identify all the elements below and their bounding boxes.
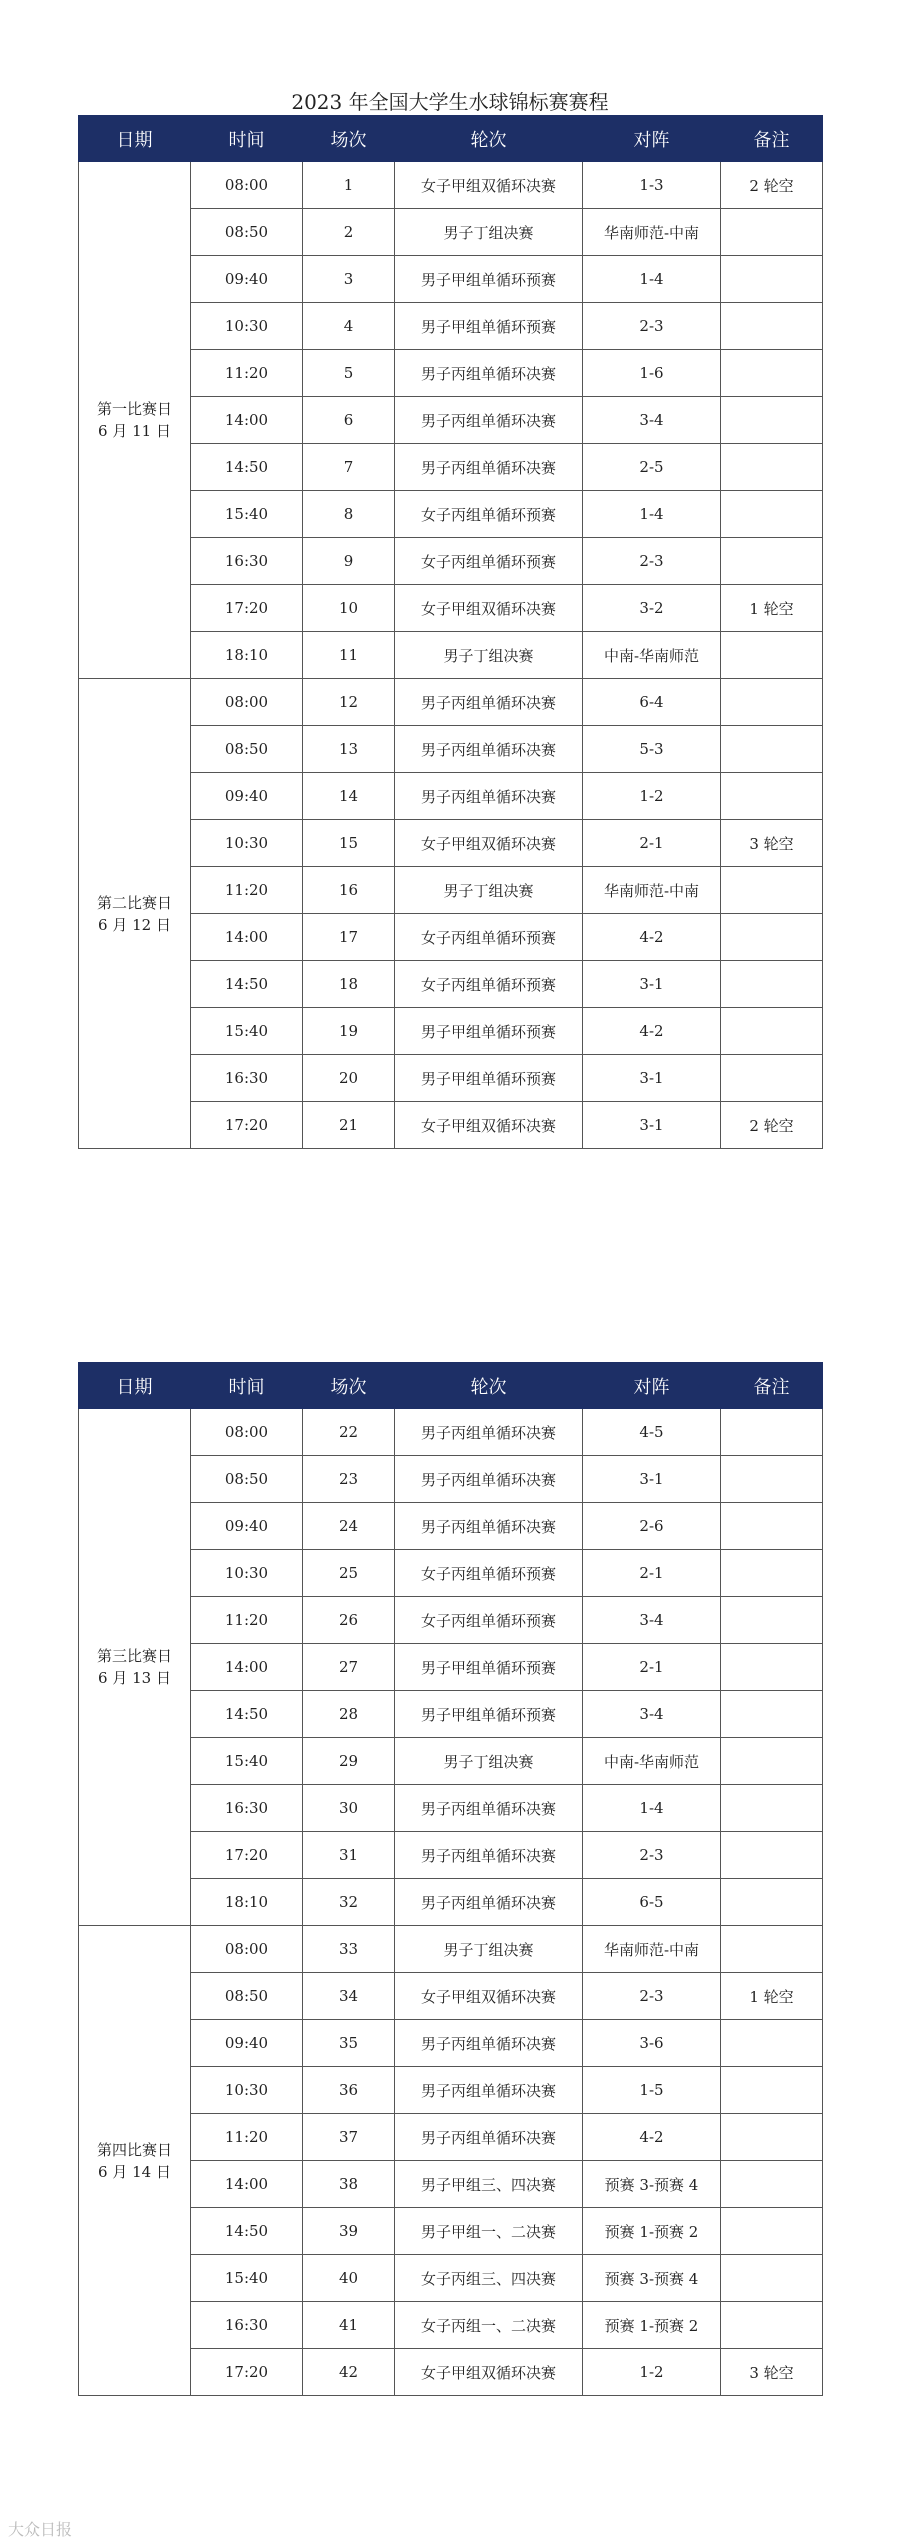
round-cell: 男子甲组单循环预赛 [395, 256, 583, 303]
matchup-cell: 2-3 [583, 1973, 721, 2020]
round-cell: 男子丙组单循环决赛 [395, 2067, 583, 2114]
round-cell: 女子甲组双循环决赛 [395, 1102, 583, 1149]
match-no-cell: 39 [303, 2208, 395, 2255]
time-cell: 15:40 [191, 491, 303, 538]
matchup-cell: 1-4 [583, 1785, 721, 1832]
schedule-row [79, 961, 823, 1008]
date-header: 日期 [79, 1363, 191, 1409]
round-header: 轮次 [395, 1363, 583, 1409]
round-cell: 男子丙组单循环决赛 [395, 1785, 583, 1832]
schedule-row [79, 350, 823, 397]
schedule-row [79, 2302, 823, 2349]
matchup-cell: 1-3 [583, 162, 721, 209]
time-cell: 09:40 [191, 2020, 303, 2067]
round-cell: 女子甲组双循环决赛 [395, 2349, 583, 2396]
schedule-row [79, 162, 823, 209]
match-no-cell: 25 [303, 1550, 395, 1597]
schedule-row [79, 1738, 823, 1785]
time-cell: 11:20 [191, 1597, 303, 1644]
round-cell: 男子丙组单循环决赛 [395, 1456, 583, 1503]
match-no-cell: 2 [303, 209, 395, 256]
match-no-cell: 19 [303, 1008, 395, 1055]
round-cell: 男子丁组决赛 [395, 1926, 583, 1973]
matchup-header: 对阵 [583, 116, 721, 162]
schedule-table-1 [78, 115, 823, 1149]
match-no-cell: 26 [303, 1597, 395, 1644]
note-cell: 3 轮空 [721, 2349, 823, 2396]
match-no-cell: 5 [303, 350, 395, 397]
note-cell [721, 961, 823, 1008]
match-no-cell: 40 [303, 2255, 395, 2302]
schedule-row [79, 491, 823, 538]
round-cell: 男子甲组单循环预赛 [395, 1008, 583, 1055]
round-cell: 女子丙组单循环预赛 [395, 1550, 583, 1597]
time-cell: 08:50 [191, 726, 303, 773]
match-no-cell: 29 [303, 1738, 395, 1785]
round-cell: 男子丙组单循环决赛 [395, 679, 583, 726]
note-cell [721, 632, 823, 679]
schedule-row [79, 397, 823, 444]
note-cell [721, 491, 823, 538]
time-cell: 16:30 [191, 538, 303, 585]
day-cell [79, 162, 191, 679]
time-cell: 16:30 [191, 1055, 303, 1102]
note-cell [721, 1738, 823, 1785]
day-date: 6 月 13 日 [98, 1669, 171, 1687]
match-no-header: 场次 [303, 116, 395, 162]
time-cell: 15:40 [191, 1008, 303, 1055]
matchup-cell: 2-3 [583, 303, 721, 350]
match-no-cell: 7 [303, 444, 395, 491]
time-cell: 17:20 [191, 2349, 303, 2396]
note-cell: 2 轮空 [721, 1102, 823, 1149]
note-cell [721, 1832, 823, 1879]
round-cell: 女子丙组单循环预赛 [395, 1597, 583, 1644]
note-cell: 3 轮空 [721, 820, 823, 867]
note-cell [721, 867, 823, 914]
matchup-cell: 预赛 3-预赛 4 [583, 2161, 721, 2208]
matchup-cell: 3-2 [583, 585, 721, 632]
note-header: 备注 [721, 1363, 823, 1409]
matchup-cell: 华南师范-中南 [583, 867, 721, 914]
time-cell: 14:50 [191, 444, 303, 491]
note-cell [721, 1879, 823, 1926]
day-label: 第一比赛日 [96, 400, 172, 418]
round-cell: 男子丙组单循环决赛 [395, 350, 583, 397]
matchup-cell: 3-4 [583, 1691, 721, 1738]
schedule-row [79, 1973, 823, 2020]
note-cell [721, 2020, 823, 2067]
round-cell: 女子丙组单循环预赛 [395, 914, 583, 961]
match-no-cell: 27 [303, 1644, 395, 1691]
match-no-cell: 15 [303, 820, 395, 867]
schedule-row [79, 1008, 823, 1055]
day-cell [79, 1409, 191, 1926]
time-cell: 17:20 [191, 1102, 303, 1149]
match-no-cell: 22 [303, 1409, 395, 1456]
round-cell: 男子甲组单循环预赛 [395, 1691, 583, 1738]
note-cell: 2 轮空 [721, 162, 823, 209]
matchup-cell: 2-1 [583, 1644, 721, 1691]
time-cell: 10:30 [191, 303, 303, 350]
schedule-row [79, 444, 823, 491]
match-no-header: 场次 [303, 1363, 395, 1409]
time-header: 时间 [191, 116, 303, 162]
matchup-cell: 3-1 [583, 961, 721, 1008]
matchup-cell: 预赛 3-预赛 4 [583, 2255, 721, 2302]
round-cell: 男子丁组决赛 [395, 632, 583, 679]
time-cell: 11:20 [191, 867, 303, 914]
note-cell [721, 2067, 823, 2114]
time-cell: 14:50 [191, 961, 303, 1008]
note-cell [721, 209, 823, 256]
note-cell [721, 538, 823, 585]
time-cell: 14:00 [191, 1644, 303, 1691]
time-cell: 11:20 [191, 350, 303, 397]
document-title: 2023 年全国大学生水球锦标赛赛程 [291, 90, 609, 114]
schedule-row [79, 1456, 823, 1503]
round-cell: 男子甲组一、二决赛 [395, 2208, 583, 2255]
round-cell: 女子丙组单循环预赛 [395, 961, 583, 1008]
schedule-row [79, 820, 823, 867]
schedule-row [79, 1055, 823, 1102]
note-cell [721, 2302, 823, 2349]
day-label: 第四比赛日 [96, 2140, 172, 2159]
note-cell [721, 1055, 823, 1102]
round-cell: 女子甲组双循环决赛 [395, 162, 583, 209]
round-cell: 男子丙组单循环决赛 [395, 726, 583, 773]
matchup-cell: 6-4 [583, 679, 721, 726]
schedule-row [79, 2255, 823, 2302]
watermark: 大众日报 [8, 2520, 73, 2539]
schedule-row [79, 679, 823, 726]
matchup-cell: 2-6 [583, 1503, 721, 1550]
matchup-cell: 华南师范-中南 [583, 209, 721, 256]
time-cell: 18:10 [191, 1879, 303, 1926]
time-cell: 08:00 [191, 1926, 303, 1973]
time-cell: 08:50 [191, 1973, 303, 2020]
schedule-row [79, 303, 823, 350]
note-cell [721, 914, 823, 961]
round-cell: 女子甲组双循环决赛 [395, 1973, 583, 2020]
matchup-cell: 3-1 [583, 1055, 721, 1102]
note-cell [721, 256, 823, 303]
time-cell: 08:50 [191, 209, 303, 256]
matchup-cell: 2-5 [583, 444, 721, 491]
match-no-cell: 21 [303, 1102, 395, 1149]
matchup-cell: 中南-华南师范 [583, 1738, 721, 1785]
round-cell: 男子丙组单循环决赛 [395, 1503, 583, 1550]
matchup-cell: 2-1 [583, 1550, 721, 1597]
match-no-cell: 18 [303, 961, 395, 1008]
schedule-row [79, 2020, 823, 2067]
note-cell [721, 1008, 823, 1055]
day-date: 6 月 11 日 [98, 422, 171, 440]
note-cell [721, 1409, 823, 1456]
schedule-row [79, 1926, 823, 1973]
time-cell: 08:00 [191, 1409, 303, 1456]
note-cell [721, 2255, 823, 2302]
note-cell [721, 2114, 823, 2161]
schedule-row [79, 867, 823, 914]
matchup-cell: 预赛 1-预赛 2 [583, 2208, 721, 2255]
schedule-row [79, 914, 823, 961]
note-cell [721, 303, 823, 350]
time-cell: 14:00 [191, 397, 303, 444]
matchup-cell: 4-2 [583, 914, 721, 961]
round-cell: 男子丁组决赛 [395, 1738, 583, 1785]
time-cell: 10:30 [191, 1550, 303, 1597]
time-cell: 16:30 [191, 2302, 303, 2349]
matchup-cell: 预赛 1-预赛 2 [583, 2302, 721, 2349]
note-cell [721, 726, 823, 773]
note-cell [721, 1456, 823, 1503]
matchup-cell: 华南师范-中南 [583, 1926, 721, 1973]
note-cell [721, 1644, 823, 1691]
schedule-row [79, 585, 823, 632]
time-cell: 18:10 [191, 632, 303, 679]
time-cell: 10:30 [191, 820, 303, 867]
match-no-cell: 10 [303, 585, 395, 632]
day-label: 第三比赛日 [96, 1647, 172, 1665]
schedule-row [79, 209, 823, 256]
schedule-row [79, 726, 823, 773]
time-cell: 14:00 [191, 2161, 303, 2208]
note-cell [721, 444, 823, 491]
matchup-cell: 4-2 [583, 1008, 721, 1055]
matchup-cell: 3-1 [583, 1102, 721, 1149]
match-no-cell: 1 [303, 162, 395, 209]
time-cell: 17:20 [191, 585, 303, 632]
round-cell: 男子甲组单循环预赛 [395, 1055, 583, 1102]
schedule-row [79, 1832, 823, 1879]
note-cell [721, 1785, 823, 1832]
match-no-cell: 13 [303, 726, 395, 773]
time-cell: 08:50 [191, 1456, 303, 1503]
schedule-row [79, 1597, 823, 1644]
match-no-cell: 3 [303, 256, 395, 303]
match-no-cell: 32 [303, 1879, 395, 1926]
note-cell [721, 679, 823, 726]
note-cell [721, 350, 823, 397]
match-no-cell: 12 [303, 679, 395, 726]
matchup-cell: 3-6 [583, 2020, 721, 2067]
matchup-cell: 4-2 [583, 2114, 721, 2161]
day-cell [79, 1926, 191, 2396]
round-cell: 男子丁组决赛 [395, 209, 583, 256]
schedule-row [79, 773, 823, 820]
time-header: 时间 [191, 1363, 303, 1409]
note-cell [721, 1550, 823, 1597]
match-no-cell: 20 [303, 1055, 395, 1102]
day-date: 6 月 14 日 [98, 2162, 171, 2181]
round-cell: 男子丙组单循环决赛 [395, 444, 583, 491]
note-cell [721, 1503, 823, 1550]
match-no-cell: 11 [303, 632, 395, 679]
matchup-cell: 5-3 [583, 726, 721, 773]
note-cell [721, 773, 823, 820]
round-header: 轮次 [395, 116, 583, 162]
time-cell: 08:00 [191, 162, 303, 209]
matchup-cell: 1-2 [583, 2349, 721, 2396]
match-no-cell: 35 [303, 2020, 395, 2067]
matchup-cell: 2-3 [583, 538, 721, 585]
schedule-row [79, 2208, 823, 2255]
time-cell: 09:40 [191, 1503, 303, 1550]
match-no-cell: 16 [303, 867, 395, 914]
schedule-row [79, 1879, 823, 1926]
time-cell: 10:30 [191, 2067, 303, 2114]
matchup-cell: 3-4 [583, 1597, 721, 1644]
note-cell: 1 轮空 [721, 585, 823, 632]
note-cell [721, 2208, 823, 2255]
round-cell: 女子丙组单循环预赛 [395, 538, 583, 585]
round-cell: 男子丙组单循环决赛 [395, 397, 583, 444]
round-cell: 男子甲组三、四决赛 [395, 2161, 583, 2208]
note-cell [721, 1597, 823, 1644]
round-cell: 女子丙组三、四决赛 [395, 2255, 583, 2302]
match-no-cell: 23 [303, 1456, 395, 1503]
round-cell: 女子甲组双循环决赛 [395, 820, 583, 867]
matchup-cell: 1-4 [583, 256, 721, 303]
match-no-cell: 42 [303, 2349, 395, 2396]
time-cell: 15:40 [191, 2255, 303, 2302]
match-no-cell: 4 [303, 303, 395, 350]
matchup-cell: 4-5 [583, 1409, 721, 1456]
time-cell: 17:20 [191, 1832, 303, 1879]
schedule-row [79, 1503, 823, 1550]
round-cell: 男子丙组单循环决赛 [395, 1832, 583, 1879]
header-row [79, 116, 823, 162]
round-cell: 男子丙组单循环决赛 [395, 773, 583, 820]
schedule-row [79, 2114, 823, 2161]
matchup-header: 对阵 [583, 1363, 721, 1409]
round-cell: 女子丙组单循环预赛 [395, 491, 583, 538]
day-label: 第二比赛日 [96, 893, 172, 912]
round-cell: 女子甲组双循环决赛 [395, 585, 583, 632]
round-cell: 男子丁组决赛 [395, 867, 583, 914]
matchup-cell: 3-1 [583, 1456, 721, 1503]
day-cell [79, 679, 191, 1149]
match-no-cell: 8 [303, 491, 395, 538]
time-cell: 08:00 [191, 679, 303, 726]
time-cell: 14:50 [191, 1691, 303, 1738]
match-no-cell: 30 [303, 1785, 395, 1832]
schedule-row [79, 256, 823, 303]
match-no-cell: 6 [303, 397, 395, 444]
schedule-row [79, 538, 823, 585]
match-no-cell: 38 [303, 2161, 395, 2208]
schedule-row [79, 1644, 823, 1691]
note-header: 备注 [721, 116, 823, 162]
match-no-cell: 33 [303, 1926, 395, 1973]
match-no-cell: 34 [303, 1973, 395, 2020]
match-no-cell: 14 [303, 773, 395, 820]
schedule-row [79, 632, 823, 679]
time-cell: 09:40 [191, 773, 303, 820]
schedule-row [79, 1691, 823, 1738]
matchup-cell: 1-4 [583, 491, 721, 538]
note-cell [721, 1926, 823, 1973]
round-cell: 男子丙组单循环决赛 [395, 2020, 583, 2067]
date-header: 日期 [79, 116, 191, 162]
schedule-row [79, 2161, 823, 2208]
note-cell [721, 1691, 823, 1738]
matchup-cell: 6-5 [583, 1879, 721, 1926]
match-no-cell: 28 [303, 1691, 395, 1738]
match-no-cell: 17 [303, 914, 395, 961]
round-cell: 男子丙组单循环决赛 [395, 2114, 583, 2161]
matchup-cell: 2-3 [583, 1832, 721, 1879]
matchup-cell: 1-6 [583, 350, 721, 397]
matchup-cell: 1-2 [583, 773, 721, 820]
round-cell: 男子甲组单循环预赛 [395, 303, 583, 350]
round-cell: 女子丙组一、二决赛 [395, 2302, 583, 2349]
schedule-row [79, 2349, 823, 2396]
time-cell: 16:30 [191, 1785, 303, 1832]
schedule-row [79, 1409, 823, 1456]
match-no-cell: 24 [303, 1503, 395, 1550]
day-date: 6 月 12 日 [98, 915, 171, 934]
schedule-row [79, 1785, 823, 1832]
round-cell: 男子丙组单循环决赛 [395, 1879, 583, 1926]
match-no-cell: 9 [303, 538, 395, 585]
time-cell: 09:40 [191, 256, 303, 303]
note-cell [721, 2161, 823, 2208]
matchup-cell: 2-1 [583, 820, 721, 867]
match-no-cell: 36 [303, 2067, 395, 2114]
match-no-cell: 31 [303, 1832, 395, 1879]
time-cell: 14:50 [191, 2208, 303, 2255]
schedule-row [79, 2067, 823, 2114]
matchup-cell: 1-5 [583, 2067, 721, 2114]
matchup-cell: 中南-华南师范 [583, 632, 721, 679]
round-cell: 男子甲组单循环预赛 [395, 1644, 583, 1691]
header-row [79, 1363, 823, 1409]
schedule-row [79, 1102, 823, 1149]
matchup-cell: 3-4 [583, 397, 721, 444]
schedule-table-2 [78, 1362, 823, 2396]
schedule-row [79, 1550, 823, 1597]
note-cell: 1 轮空 [721, 1973, 823, 2020]
match-no-cell: 41 [303, 2302, 395, 2349]
time-cell: 11:20 [191, 2114, 303, 2161]
time-cell: 15:40 [191, 1738, 303, 1785]
round-cell: 男子丙组单循环决赛 [395, 1409, 583, 1456]
note-cell [721, 397, 823, 444]
time-cell: 14:00 [191, 914, 303, 961]
match-no-cell: 37 [303, 2114, 395, 2161]
